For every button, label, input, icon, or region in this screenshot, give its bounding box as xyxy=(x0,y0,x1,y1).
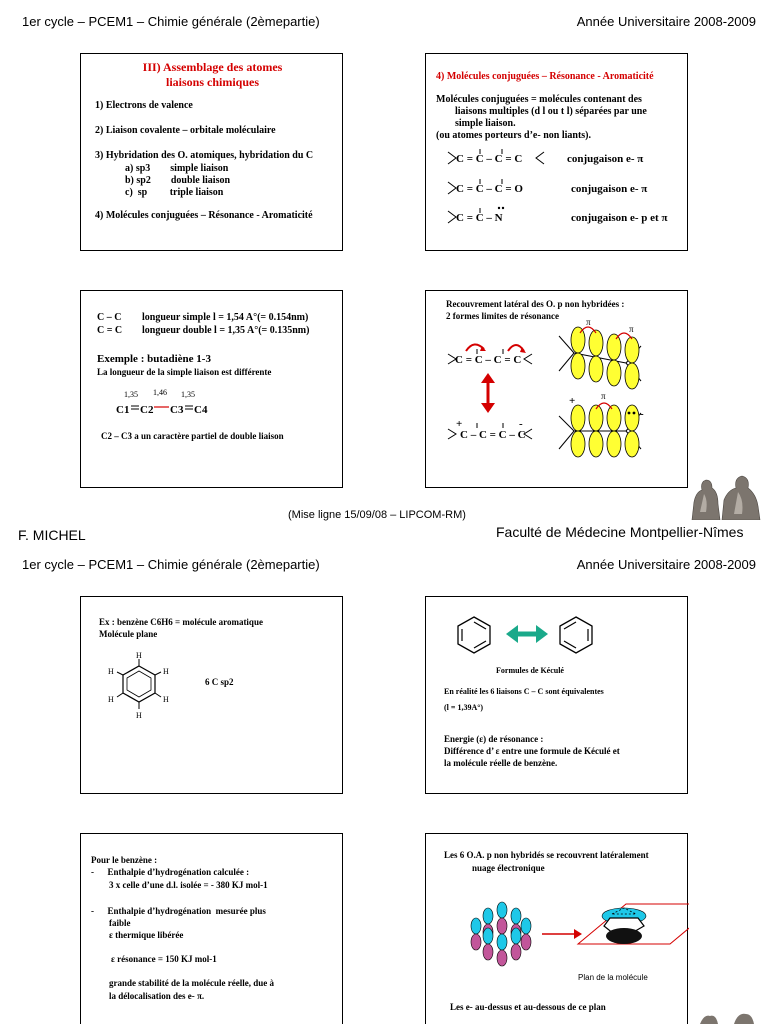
slide7-line-7: ε résonance = 150 KJ mol-1 xyxy=(111,954,217,964)
header-right: Année Universitaire 2008-2009 xyxy=(576,14,756,29)
slide8-bottom: Les e- au-dessus et au-dessous de ce plan xyxy=(450,1002,606,1012)
slide6-energy3: la molécule réelle de benzène. xyxy=(444,758,558,768)
slide7-line-1: Pour le benzène : xyxy=(91,855,158,865)
atom-c1: C1 xyxy=(116,404,130,416)
slide-bond-lengths xyxy=(80,290,343,488)
footer-faculty: Faculté de Médecine Montpellier-Nîmes xyxy=(496,524,744,540)
slide5-sp2: 6 C sp2 xyxy=(205,677,234,687)
h-atom-5: H xyxy=(108,695,114,704)
slide2-title: 4) Molécules conjuguées – Résonance - Aromaticité xyxy=(436,71,654,82)
resonance-diagram xyxy=(426,291,689,487)
slide3-conclusion: C2 – C3 a un caractère partiel de double liaison xyxy=(101,431,284,441)
slide3-example-sub: La longueur de la simple liaison est différente xyxy=(97,367,272,377)
footer-author: F. MICHEL xyxy=(18,527,86,543)
length-2: 1,46 xyxy=(153,388,167,397)
h-atom-3: H xyxy=(163,695,169,704)
formula-diene: C = C – C = C xyxy=(456,153,523,165)
slide7-line-5: faible xyxy=(109,918,131,928)
formula-top: C = C – C = C xyxy=(455,354,522,366)
butadiene-chain xyxy=(81,386,344,426)
slide1-item-1: 1) Electrons de valence xyxy=(95,100,193,111)
slide3-c2c: C = C xyxy=(97,325,123,336)
slide3-cc: C – C xyxy=(97,312,122,323)
formula-bottom: C – C = C – C xyxy=(460,429,526,441)
atom-c4: C4 xyxy=(194,404,208,416)
length-1: 1,35 xyxy=(124,390,138,399)
pi-label-top-1: π xyxy=(586,317,591,327)
slide4-title1: Recouvrement latéral des O. p non hybridées : xyxy=(446,299,625,309)
slide7-line-8: grande stabilité de la molécule réelle, due à xyxy=(109,978,274,988)
slide7-line-2: - Enthalpie d’hydrogénation calculée : xyxy=(91,867,250,877)
formula-enamine: C = C – N xyxy=(456,212,503,224)
slide1-title2: liaisons chimiques xyxy=(165,75,260,89)
slide6-real1: En réalité les 6 liaisons C – C sont équivalentes xyxy=(444,687,604,696)
slide2-def1: Molécules conjuguées = molécules contenant des xyxy=(436,94,642,105)
slide7-line-4: - Enthalpie d’hydrogénation mesurée plus xyxy=(91,906,266,916)
slide1-item-3b: b) sp2 double liaison xyxy=(125,175,231,186)
pi-label-bottom: π xyxy=(601,391,606,401)
slide8-line2: nuage électronique xyxy=(472,863,545,873)
conjugation-formulas xyxy=(426,144,689,234)
pi-cloud-diagram xyxy=(426,884,689,984)
atom-c2: C2 xyxy=(140,404,154,416)
slide7-line-9: la délocalisation des e- π. xyxy=(109,991,205,1001)
slide6-real2: (l = 1,39A°) xyxy=(444,703,484,712)
h-atom-4: H xyxy=(136,711,142,720)
slide-kekule xyxy=(425,596,688,794)
label-conj-1: conjugaison e- π xyxy=(567,153,644,165)
pi-label-top-2: π xyxy=(629,324,634,334)
slide8-line1: Les 6 O.A. p non hybridés se recouvrent latéralement xyxy=(444,850,649,860)
slide-resonance-forms xyxy=(425,290,688,488)
slide6-energy1: Energie (ε) de résonance : xyxy=(444,734,544,744)
h-atom-2: H xyxy=(163,667,169,676)
slide5-line1: Ex : benzène C6H6 = molécule aromatique xyxy=(99,617,263,627)
svg-text:+: + xyxy=(456,418,463,430)
slide7-line-6: ε thermique libérée xyxy=(109,930,184,940)
kekule-caption: Formules de Kéculé xyxy=(496,666,564,675)
length-3: 1,35 xyxy=(181,390,195,399)
slide4-title2: 2 formes limites de résonance xyxy=(446,311,559,321)
slide2-def4: (ou atomes porteurs d’e- non liants). xyxy=(436,130,591,141)
header-left: 1er cycle – PCEM1 – Chimie générale (2èmepartie) xyxy=(22,14,320,29)
header2-left: 1er cycle – PCEM1 – Chimie générale (2èmepartie) xyxy=(22,557,320,572)
benzene-structure xyxy=(101,649,191,729)
statue-logo xyxy=(686,472,766,520)
slide-benzene xyxy=(80,596,343,794)
formula-enone: C = C – C = O xyxy=(456,183,523,195)
slide3-example: Exemple : butadiène 1-3 xyxy=(97,353,211,365)
slide3-c2c-length: longueur double l = 1,35 A°(= 0.135nm) xyxy=(142,325,310,336)
statue-logo-2 xyxy=(690,1012,766,1024)
atom-c3: C3 xyxy=(170,404,184,416)
slide-hydrogenation xyxy=(80,833,343,1024)
slide-conjugated xyxy=(425,53,688,251)
slide2-def3: simple liaison. xyxy=(455,118,516,129)
slide2-def2: liaisons multiples (d l ou t l) séparées par une xyxy=(455,106,647,117)
plane-label: Plan de la molécule xyxy=(578,973,648,982)
slide1-item-3c: c) sp triple liaison xyxy=(125,187,224,198)
kekule-structures xyxy=(426,597,689,667)
label-conj-3: conjugaison e- p et π xyxy=(571,212,668,224)
slide6-energy2: Différence d’ ε entre une formule de Kéculé et xyxy=(444,746,620,756)
slide1-title1: III) Assemblage des atomes xyxy=(142,60,283,74)
slide1-item-3a: a) sp3 simple liaison xyxy=(125,163,229,174)
slide5-line2: Molécule plane xyxy=(99,629,158,639)
slide1-item-4: 4) Molécules conjuguées – Résonance - Aromaticité xyxy=(95,210,313,221)
svg-text:-: - xyxy=(519,418,523,430)
slide-assemblage xyxy=(80,53,343,251)
h-atom-6: H xyxy=(108,667,114,676)
slide-electron-cloud xyxy=(425,833,688,1024)
header2-right: Année Universitaire 2008-2009 xyxy=(576,557,756,572)
slide1-item-3: 3) Hybridation des O. atomiques, hybridation du C xyxy=(95,150,314,161)
label-conj-2: conjugaison e- π xyxy=(571,183,648,195)
svg-text:+: + xyxy=(569,395,576,407)
h-atom-1: H xyxy=(136,651,142,660)
footer-center: (Mise ligne 15/09/08 – LIPCOM-RM) xyxy=(288,509,466,521)
slide7-line-3: 3 x celle d’une d.l. isolée = - 380 KJ mol-1 xyxy=(109,880,268,890)
svg-text:-: - xyxy=(640,408,644,420)
slide3-cc-length: longueur simple l = 1,54 A°(= 0.154nm) xyxy=(142,312,309,323)
slide1-item-2: 2) Liaison covalente – orbitale moléculaire xyxy=(95,125,276,136)
